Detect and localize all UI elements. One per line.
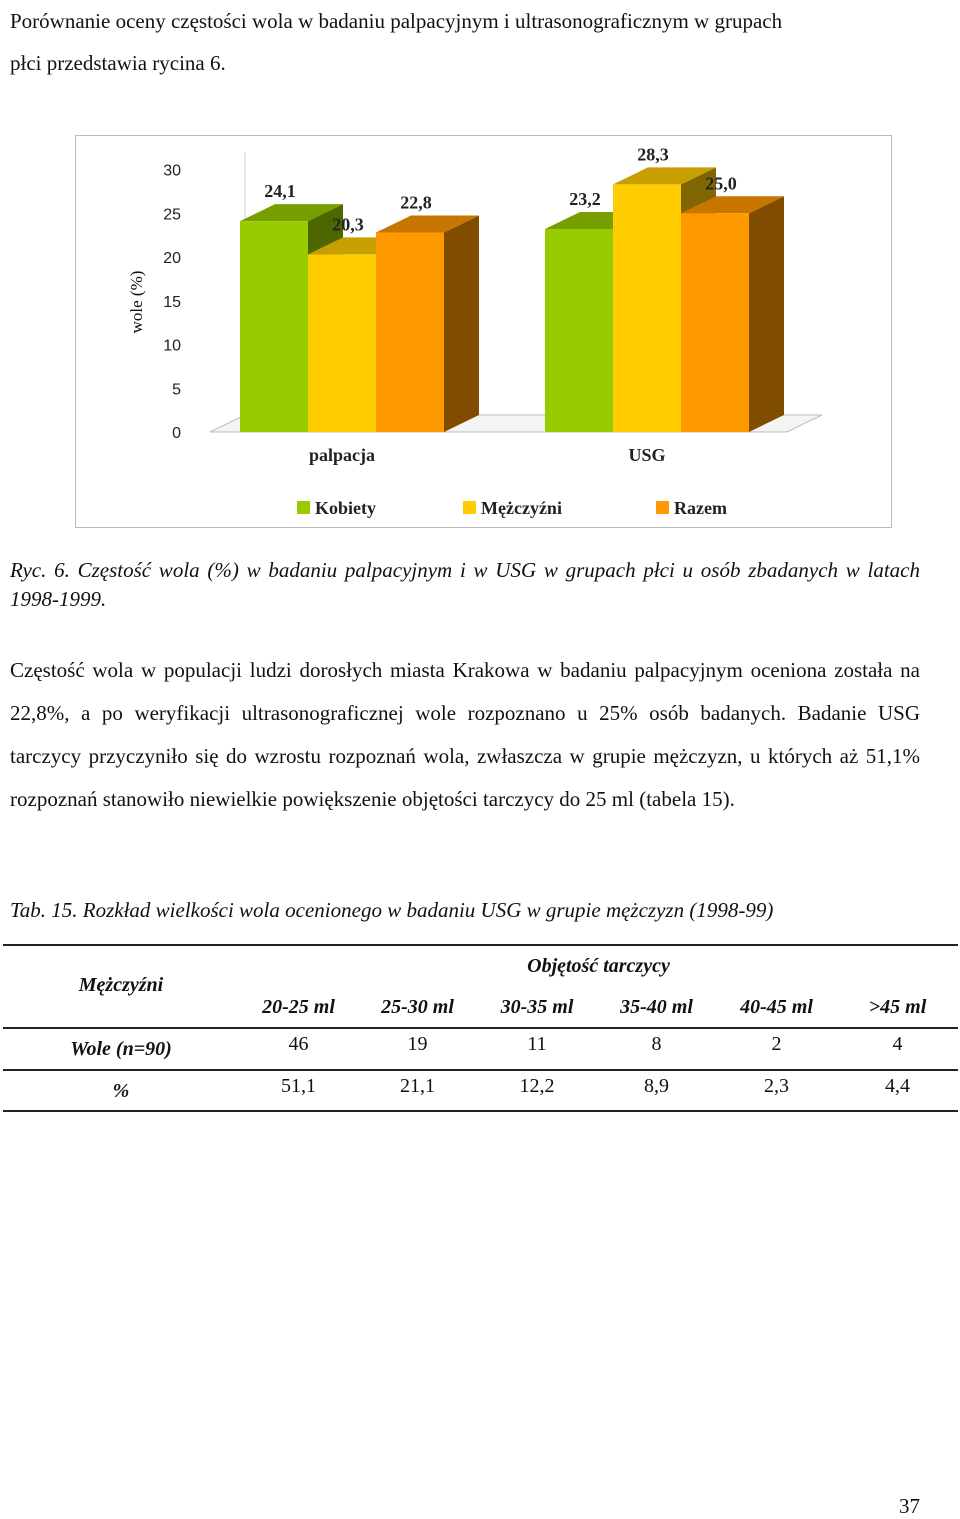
table-caption: Tab. 15. Rozkład wielkości wola ocenionego w badaniu USG w grupie mężczyzn (1998-99) [10, 898, 774, 922]
y-tick-label: 30 [163, 162, 181, 180]
table-bottom-rule [3, 1110, 958, 1112]
table-cell: 51,1 [281, 1075, 316, 1097]
intro-paragraph [10, 0, 920, 84]
table-column-header: 40-45 ml [740, 996, 813, 1018]
y-tick-label: 0 [172, 425, 181, 442]
table-cell: 2 [771, 1033, 782, 1055]
legend-label: Mężczyźni [481, 498, 562, 518]
bar [681, 213, 749, 432]
bar-chart-svg [76, 136, 893, 529]
table-cell: 12,2 [519, 1075, 555, 1097]
table-column-header: 25-30 ml [381, 996, 454, 1018]
table-column-header: 30-35 ml [500, 996, 574, 1018]
table-column-header: 20-25 ml [262, 996, 335, 1018]
table-group-header: Objętość tarczycy [527, 955, 670, 977]
table-cell: 8 [651, 1033, 662, 1055]
y-tick-label: 25 [163, 206, 181, 224]
bar-value-label: 28,3 [637, 144, 669, 165]
table-cell: 4,4 [885, 1075, 910, 1097]
bar-value-label: 23,2 [569, 189, 601, 209]
category-label: palpacja [308, 445, 376, 465]
y-tick-label: 20 [163, 250, 181, 267]
table-column-header: 35-40 ml [620, 996, 693, 1018]
bar [613, 184, 681, 432]
bar [240, 221, 308, 432]
table-cell: 11 [527, 1033, 547, 1055]
table-top-rule [3, 944, 958, 946]
y-tick-label: 10 [163, 337, 181, 355]
table-cell: 2,3 [764, 1075, 789, 1097]
table-15 [3, 944, 958, 1114]
y-tick-label: 15 [163, 293, 181, 311]
table-row-rule [3, 1069, 958, 1071]
table-row-label: Wole (n=90) [70, 1038, 172, 1060]
legend-swatch [463, 501, 476, 514]
bar-value-label: 24,1 [264, 181, 296, 202]
table-column-header: >45 ml [868, 996, 927, 1018]
table-cell: 8,9 [644, 1075, 669, 1097]
table-corner-header: Mężczyźni [78, 974, 164, 996]
table-cell: 19 [407, 1033, 428, 1055]
figure-6-chart [75, 135, 892, 528]
y-axis-label: wole (%) [127, 270, 146, 334]
table-cell: 46 [288, 1033, 309, 1055]
table-header-rule [3, 1027, 958, 1029]
figure-caption: Ryc. 6. Częstość wola (%) w badaniu palpacyjnym i w USG w grupach płci u osób zbadanych w latach 1998-1999. [10, 558, 920, 611]
intro-line-1: Porównanie oceny częstości wola w badaniu palpacyjnym i ultrasonograficznym w grupach [10, 9, 783, 33]
legend-swatch [297, 501, 310, 514]
table-cell: 4 [892, 1033, 903, 1055]
bar [545, 229, 613, 432]
intro-line-2: płci przedstawia rycina 6. [10, 51, 226, 75]
bar-value-label: 25,0 [705, 173, 737, 194]
bar-side [444, 216, 479, 433]
body-paragraph: Częstość wola w populacji ludzi dorosłych miasta Krakowa w badaniu palpacyjnym oceniona została na 22,8%, a po weryfikacji ultrasonograficznej wole rozpoznano u 25% osób badanych. Badanie USG tarczycy przyczyniło się do wzrostu rozpoznań wola, zwłaszcza w grupie mężczyzn, u których aż 51,1% rozpoznań stanowiło niewielkie powiększenie objętości tarczycy do 25 ml (tabela 15). [10, 658, 920, 811]
bar [376, 233, 444, 433]
bar-value-label: 22,8 [400, 192, 432, 213]
category-label: USG [628, 445, 666, 465]
table-cell: 21,1 [400, 1075, 435, 1097]
legend-label: Kobiety [315, 498, 376, 518]
table-row-label: % [112, 1080, 130, 1102]
bar-side [749, 196, 784, 432]
bar-value-label: 20,3 [332, 214, 364, 235]
y-tick-label: 5 [172, 381, 181, 399]
bar [308, 254, 376, 432]
legend-swatch [656, 501, 669, 514]
page-number: 37 [899, 1494, 920, 1518]
legend-label: Razem [674, 498, 727, 518]
